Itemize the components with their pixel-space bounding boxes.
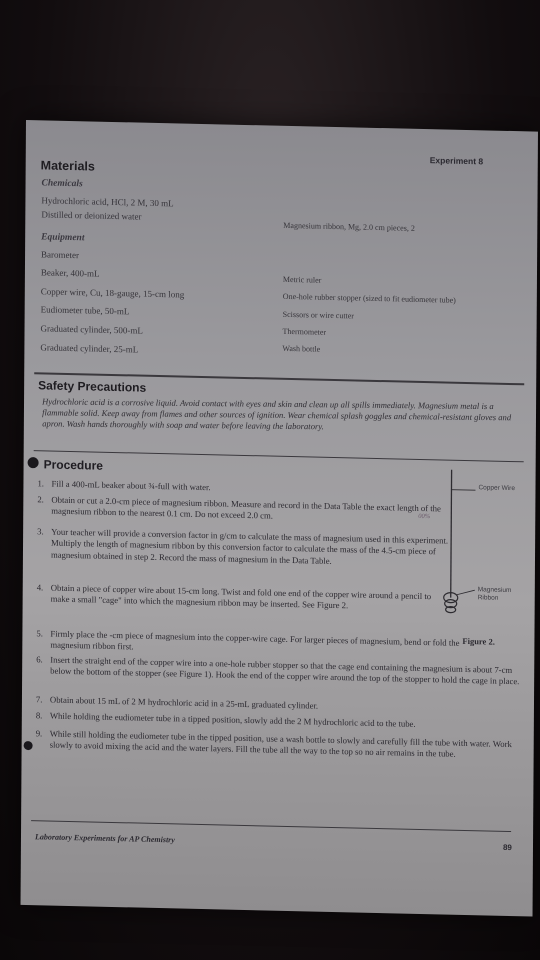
equipment-item: Graduated cylinder, 25-mL [40, 342, 139, 355]
procedure-step: 5. Firmly place the -cm piece of magnesium into the copper-wire cage. For larger pieces of magnesium, bend or fold the magnesium ribbon first. [36, 628, 460, 652]
experiment-label: Experiment 8 [429, 155, 484, 167]
chemicals-subheading: Chemicals [41, 178, 83, 190]
divider [34, 450, 524, 462]
equipment-item: Beaker, 400-mL [40, 267, 100, 279]
figure-2-diagram [422, 469, 513, 641]
magnesium-ribbon-label: Magnesium Ribbon [477, 586, 512, 602]
equipment-item: Eudiometer tube, 50-mL [40, 304, 130, 317]
materials-heading: Materials [40, 158, 95, 174]
procedure-step: 1. Fill a 400-mL beaker about ¾-full with water. [37, 478, 211, 493]
equipment-subheading: Equipment [41, 232, 85, 244]
equipment-item: Thermometer [282, 326, 327, 337]
chemical-item: Hydrochloric acid, HCl, 2 M, 30 mL [41, 195, 174, 209]
chemical-item: Distilled or deionized water [41, 209, 142, 222]
procedure-step: 8. While holding the eudiometer tube in a tipped position, slowly add the 2 M hydrochloric acid to the tube. [35, 710, 416, 729]
equipment-item: Metric ruler [282, 274, 322, 285]
procedure-step: 2. Obtain or cut a 2.0-cm piece of magnesium ribbon. Measure and record in the Data Table the exact length of the magnesium ribbon to the nearest 0.1 cm. Do not exceed 2.0 cm. [37, 494, 441, 521]
chemical-item: Magnesium ribbon, Mg, 2.0 cm pieces, 2 [283, 220, 415, 233]
footer-rule [31, 820, 511, 832]
equipment-item: Graduated cylinder, 500-mL [40, 323, 143, 336]
equipment-item: Barometer [41, 249, 80, 261]
procedure-bullet-icon [28, 457, 39, 468]
procedure-step: 3. Your teacher will provide a conversion factor in g/cm to calculate the mass of magnesium used in this experiment. Multiply the length of magnesium ribbon by this conversion factor to calculate the mass of the 4.5-cm piece of magnesium obtained in step 2. Record the mass of magnesium in the Data Table. [37, 526, 449, 566]
procedure-heading: Procedure [43, 457, 104, 473]
copper-wire-line [451, 470, 452, 598]
equipment-item: Scissors or wire cutter [282, 309, 355, 321]
procedure-step: 7. Obtain about 15 mL of 2 M hydrochloric acid in a 25-mL graduated cylinder. [35, 694, 319, 711]
equipment-item: Copper wire, Cu, 18-gauge, 15-cm long [40, 286, 185, 300]
footer-book-title: Laboratory Experiments for AP Chemistry [34, 832, 175, 845]
safety-text: Hydrochloric acid is a corrosive liquid. Avoid contact with eyes and skin and clean up all spills immediately. Magnesium metal is a flammable solid. Keep away from flames and other sources of ignition. Wear chemical splash goggles and chemical-resistant gloves and apron. Wash hands thoroughly with soap and water before leaving the laboratory. [42, 396, 512, 432]
copper-wire-label: Copper Wire [478, 484, 516, 493]
procedure-step: 4. Obtain a piece of copper wire about 15-cm long. Twist and fold one end of the copper wire around a pencil to make a small "cage" into which the magnesium ribbon may be inserted. See Figure 2. [36, 582, 432, 611]
equipment-item: Wash bottle [282, 343, 321, 354]
copper-wire-leader [451, 490, 475, 491]
procedure-step: 9. While still holding the eudiometer tube in the tipped position, use a wash bottle to slowly and carefully fill the tube with water. Work slowly to avoid mixing the acid and the water layers. Fill the tube all the way to the top so no air remains in the tube. [35, 728, 512, 760]
procedure-step: 6. Insert the straight end of the copper wire into a one-hole rubber stopper so that the cage end containing the magnesium is about 7-cm below the bottom of the stopper (see Figure 1). Hook the end of the copper wire around the top of the stopper to hold the cage in place. [36, 654, 520, 687]
margin-bullet-icon [24, 741, 33, 750]
textbook-page [21, 120, 538, 917]
handwritten-note: 00% [418, 512, 431, 521]
page-number: 89 [502, 842, 512, 853]
equipment-item: One-hole rubber stopper (sized to fit eudiometer tube) [282, 291, 456, 305]
magnesium-leader [457, 590, 475, 595]
figure-caption: Figure 2. [462, 635, 495, 647]
safety-heading: Safety Precautions [38, 378, 147, 395]
